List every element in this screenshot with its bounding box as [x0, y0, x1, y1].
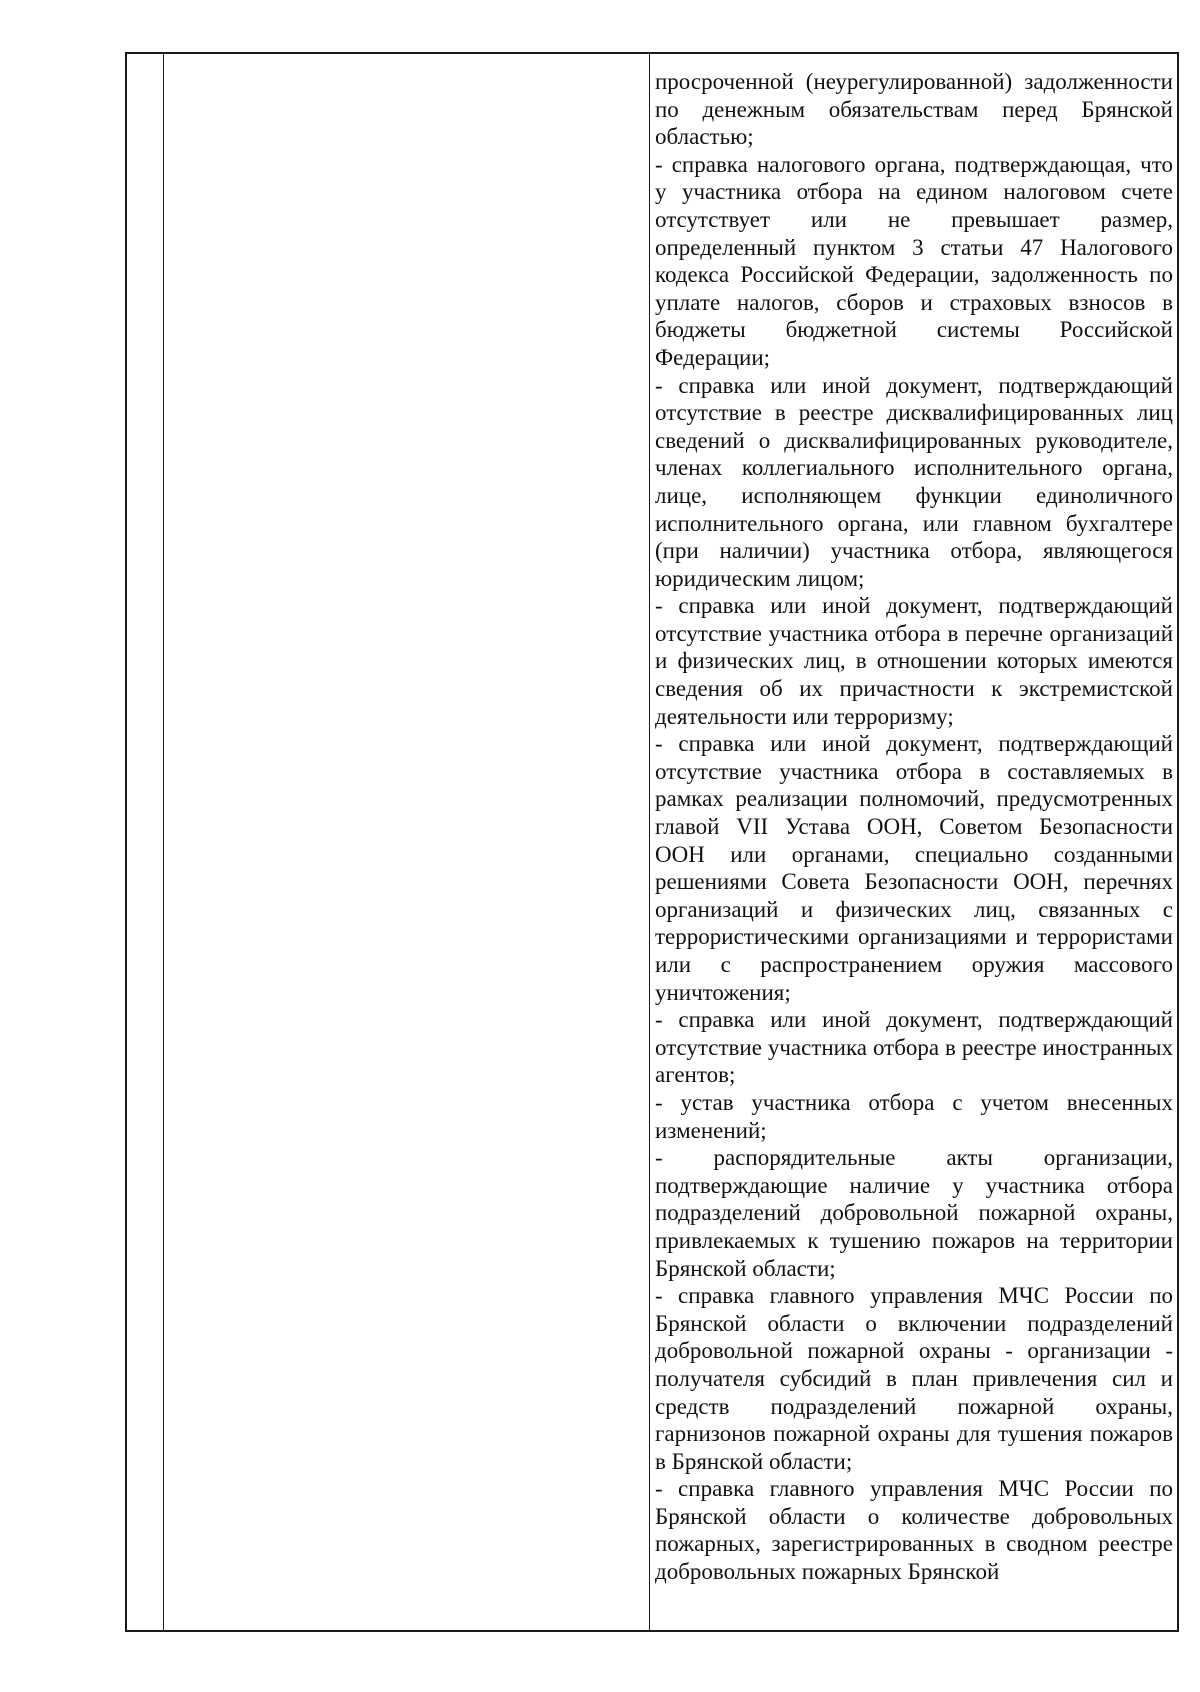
- requirements-cell: [655, 68, 1173, 1586]
- list-item: - справка или иной документ, подтверждающий отсутствие участника отбора в реестре иностранных агентов;: [655, 1007, 1173, 1088]
- list-item: - справка главного управления МЧС России по Брянской области о включении подразделений добровольной пожарной охраны - организации - получателя субсидий в план привлечения сил и средств подразделений пожарной охраны, гарнизонов пожарной охраны для тушения пожаров в Брянской области;: [655, 1283, 1173, 1474]
- list-item: - справка налогового органа, подтверждающая, что у участника отбора на едином налоговом счете отсутствует или не превышает размер, определенный пунктом 3 статьи 47 Налогового кодекса Российской Федерации, задолженность по уплате налогов, сборов и страховых взносов в бюджеты бюджетной системы Российской Федерации;: [655, 151, 1173, 370]
- list-item: - распорядительные акты организации, подтверждающие наличие у участника отбора подразделений добровольной пожарной охраны, привлекаемых к тушению пожаров на территории Брянской области;: [655, 1145, 1173, 1281]
- list-item: - справка или иной документ, подтверждающий отсутствие участника отбора в составляемых в рамках реализации полномочий, предусмотренных главой VII Устава ООН, Советом Безопасности ООН или органами, специально созданными решениями Совета Безопасности ООН, перечнях организаций и физических лиц, связанных с террористическими организациями и террористами или с распространением оружия массового уничтожения;: [655, 731, 1173, 1005]
- document-table: [125, 52, 1179, 1632]
- column-divider-1: [163, 54, 164, 1630]
- list-item: - справка или иной документ, подтверждающий отсутствие в реестре дисквалифицированных лиц сведений о дисквалифицированных руководителе, членах коллегиального исполнительного органа, лице, исполняющем функции единоличного исполнительного органа, или главном бухгалтере (при наличии) участника отбора, являющегося юридическим лицом;: [655, 372, 1173, 591]
- list-item: - справка главного управления МЧС России по Брянской области о количестве добровольных пожарных, зарегистрированных в сводном реестре добровольных пожарных Брянской: [655, 1476, 1173, 1585]
- list-item: просроченной (неурегулированной) задолженности по денежным обязательствам перед Брянской областью;: [655, 69, 1173, 150]
- list-item: - устав участника отбора с учетом внесенных изменений;: [655, 1089, 1173, 1143]
- list-item: - справка или иной документ, подтверждающий отсутствие участника отбора в перечне организаций и физических лиц, в отношении которых имеются сведения об их причастности к экстремистской деятельности или терроризму;: [655, 593, 1173, 729]
- column-divider-2: [649, 54, 650, 1630]
